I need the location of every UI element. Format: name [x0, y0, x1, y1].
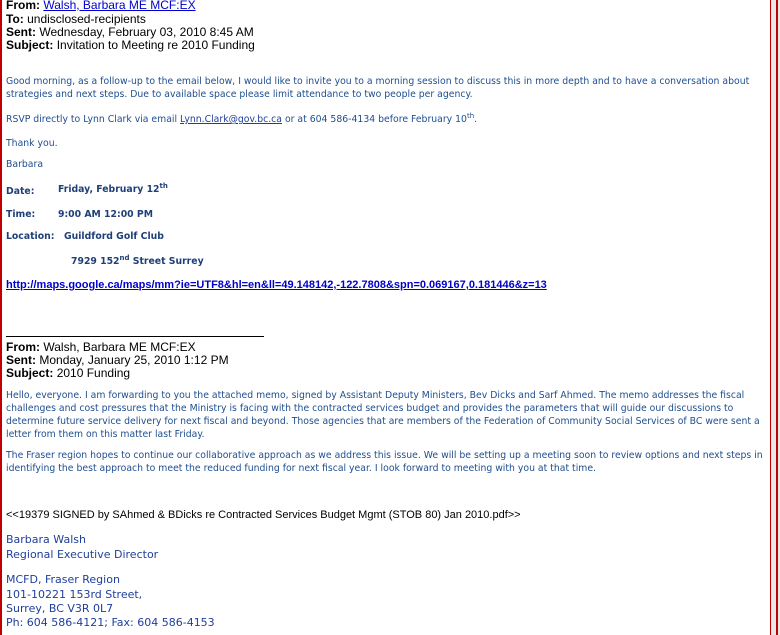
from-label: From: — [6, 0, 40, 12]
sent-label: Sent: — [6, 353, 36, 367]
rsvp-end: . — [474, 114, 478, 125]
signature-name: Barbara Walsh — [6, 533, 86, 546]
rsvp-email-link[interactable]: Lynn.Clark@gov.bc.ca — [180, 114, 282, 125]
subject-label: Subject: — [6, 366, 54, 380]
address-line — [71, 253, 204, 267]
location-value: Guildford Golf Club — [64, 231, 164, 242]
email2-sent-line — [6, 353, 229, 367]
signature-city: Surrey, BC V3R 0L7 — [6, 602, 114, 615]
date-value — [58, 181, 168, 195]
rsvp-line — [6, 113, 477, 126]
signoff-name: Barbara — [6, 159, 44, 170]
email1-sent-line — [6, 25, 254, 39]
subject-value: Invitation to Meeting re 2010 Funding — [56, 38, 255, 52]
subject-label: Subject: — [6, 38, 54, 52]
date-label: Date: — [6, 186, 35, 197]
location-label: Location: — [6, 231, 55, 242]
email1-from-line — [6, 0, 196, 12]
email2-paragraph2: The Fraser region hopes to continue our collaborative approach as we address this issue. We will be setting up a meeting soon to review options and next steps in identifying the best approach to meet the reduced funding for next fiscal year. I look forward to meeting with you at that time. — [6, 450, 763, 474]
email1-subject-line — [6, 38, 255, 52]
signature-org: MCFD, Fraser Region — [6, 573, 120, 586]
attachment-link[interactable]: <<19379 SIGNED by SAhmed & BDicks re Contracted Services Budget Mgmt (STOB 80) Jan 2010.pdf>> — [6, 509, 521, 521]
to-label: To: — [6, 12, 24, 26]
message-divider — [6, 336, 264, 337]
date-sup: th — [159, 181, 168, 190]
signature-phone: Ph: 604 586-4121; Fax: 604 586-4153 — [6, 616, 215, 629]
map-link[interactable]: http://maps.google.ca/maps/mm?ie=UTF8&hl=en&ll=49.148142,-122.7808&spn=0.069167,0.181446&z=13 — [6, 279, 547, 291]
rsvp-suffix: or at 604 586-4134 before February 10 — [281, 114, 467, 125]
from-label: From: — [6, 340, 40, 354]
email1-to-line — [6, 12, 146, 26]
email1-paragraph: Good morning, as a follow-up to the email below, I would like to invite you to a morning session to discuss this in more depth and to have a conversation about strategies and next steps. Due to available space please limit attendance to two people per agency. — [6, 76, 750, 100]
rsvp-sup: th — [466, 111, 475, 120]
address-suffix: Street Surrey — [129, 256, 204, 267]
from-sender-link[interactable]: Walsh, Barbara ME MCF:EX — [43, 0, 196, 12]
rsvp-prefix: RSVP directly to Lynn Clark via email — [6, 114, 181, 125]
signature-street: 101-10221 153rd Street, — [6, 588, 143, 601]
sent-label: Sent: — [6, 25, 36, 39]
sent-value: Wednesday, February 03, 2010 8:45 AM — [39, 25, 254, 39]
time-value: 9:00 AM 12:00 PM — [58, 209, 153, 220]
time-label: Time: — [6, 209, 36, 220]
sent-value: Monday, January 25, 2010 1:12 PM — [39, 353, 229, 367]
to-value: undisclosed-recipients — [27, 12, 146, 26]
subject-value: 2010 Funding — [56, 366, 131, 380]
email2-subject-line — [6, 366, 130, 380]
address-sup: nd — [119, 253, 130, 262]
signature-title: Regional Executive Director — [6, 548, 159, 561]
address-prefix: 7929 152 — [71, 256, 120, 267]
email2-paragraph1: Hello, everyone. I am forwarding to you the attached memo, signed by Assistant Deputy Ministers, Bev Dicks and Sarf Ahmed. The memo addresses the fiscal challenges and cost pressures that the Ministry is facing with the contracted services budget and provides the parameters that will guide our discussions to determine future service delivery for next fiscal and beyond. Those agencies that are members of the Federation of Community Social Services of BC were sent a letter from them on this matter last Friday. — [6, 390, 760, 440]
window-border-left — [0, 0, 2, 635]
from-value: Walsh, Barbara ME MCF:EX — [43, 340, 196, 354]
date-text: Friday, February 12 — [58, 184, 160, 195]
email2-from-line — [6, 340, 196, 354]
thank-you: Thank you. — [6, 138, 58, 149]
